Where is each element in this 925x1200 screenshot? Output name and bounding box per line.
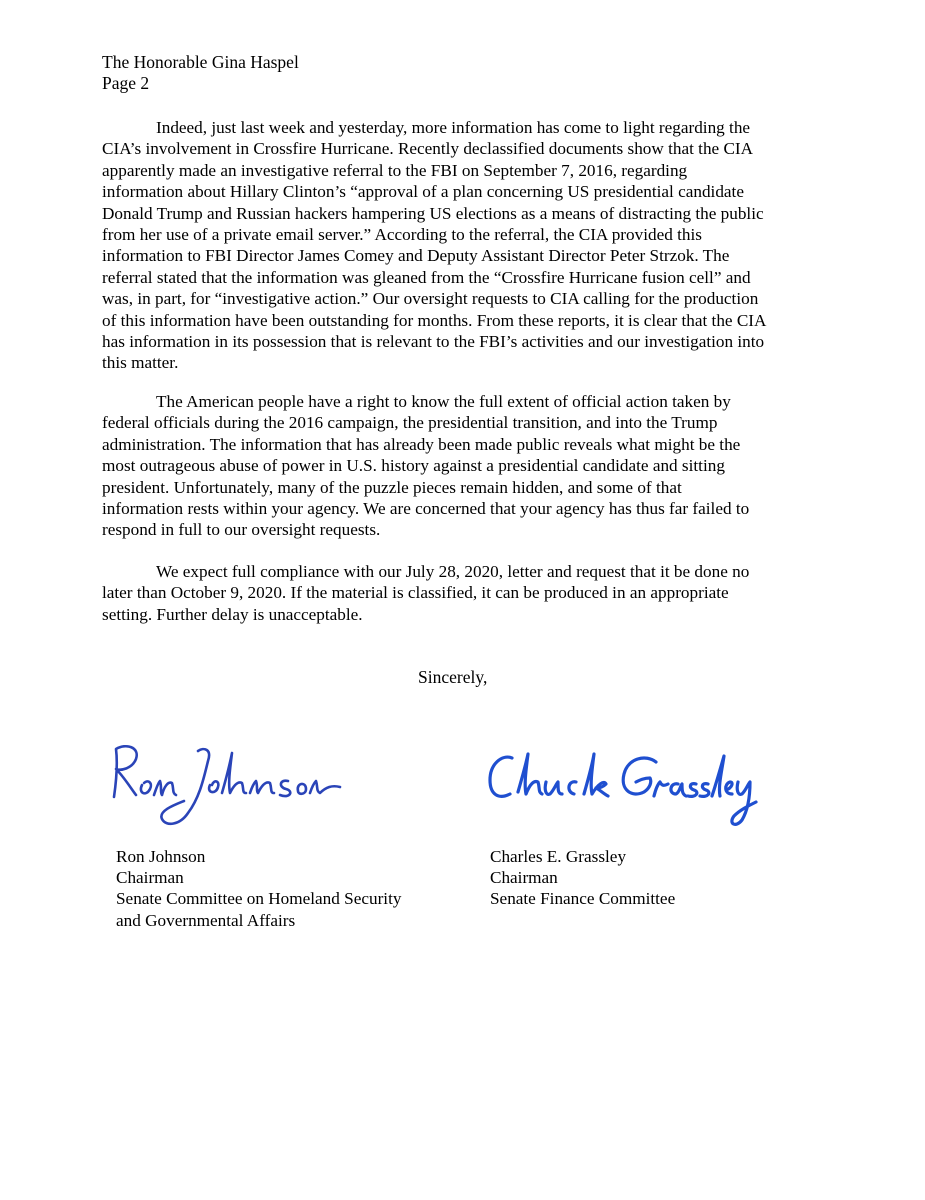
text-line: apparently made an investigative referral to the FBI on September 7, 2016, regarding — [102, 160, 688, 180]
text-line: Donald Trump and Russian hackers hampering US elections as a means of distracting the public — [102, 203, 764, 223]
text-line: was, in part, for “investigative action.” Our oversight requests to CIA calling for the production — [102, 289, 759, 309]
signatory-committee-line: and Governmental Affairs — [116, 910, 296, 930]
signatory-committee-line: Senate Finance Committee — [490, 889, 676, 909]
handwritten-signature-icon — [480, 740, 765, 835]
text-line: setting. Further delay is unacceptable. — [102, 604, 363, 624]
text-line: has information in its possession that is relevant to the FBI’s activities and our investigation into — [102, 331, 765, 351]
closing-salutation: Sincerely, — [418, 667, 488, 687]
text-line: information to FBI Director James Comey and Deputy Assistant Director Peter Strzok. The — [102, 246, 730, 266]
text-line: Indeed, just last week and yesterday, more information has come to light regarding the — [156, 118, 751, 137]
text-line: referral stated that the information was gleaned from the “Crossfire Hurricane fusion cell” and — [102, 267, 751, 287]
signatory-name: Charles E. Grassley — [490, 847, 627, 866]
paragraph-1 — [102, 117, 766, 374]
text-line: CIA’s involvement in Crossfire Hurricane. Recently declassified documents show that the CIA — [102, 139, 754, 159]
text-line: respond in full to our oversight requests. — [102, 520, 381, 540]
text-line: of this information have been outstanding for months. From these reports, it is clear that the CIA — [102, 310, 767, 330]
handwritten-signature-icon — [100, 735, 345, 835]
text-line: president. Unfortunately, many of the puzzle pieces remain hidden, and some of that — [102, 477, 682, 497]
signature-ron-johnson — [100, 735, 345, 835]
text-line: federal officials during the 2016 campaign, the presidential transition, and into the Trump — [102, 413, 718, 433]
letter-header — [102, 52, 299, 94]
signatory-block-1 — [116, 846, 401, 931]
paragraph-3 — [102, 561, 749, 625]
text-line: most outrageous abuse of power in U.S. history against a presidential candidate and sitting — [102, 456, 725, 476]
page-number: Page 2 — [102, 73, 150, 93]
signatory-title: Chairman — [490, 868, 558, 888]
text-line: administration. The information that has already been made public reveals what might be the — [102, 434, 741, 454]
recipient-line: The Honorable Gina Haspel — [102, 52, 299, 72]
signatory-block-2 — [490, 846, 675, 910]
text-line: information rests within your agency. We are concerned that your agency has thus far failed to — [102, 498, 750, 518]
signatory-name: Ron Johnson — [116, 847, 206, 866]
text-line: from her use of a private email server.” According to the referral, the CIA provided this — [102, 224, 702, 244]
text-line: later than October 9, 2020. If the material is classified, it can be produced in an appropriate — [102, 583, 729, 603]
paragraph-2 — [102, 391, 749, 541]
signature-chuck-grassley — [480, 740, 765, 835]
text-line: information about Hillary Clinton’s “approval of a plan concerning US presidential candidate — [102, 182, 744, 202]
signatory-committee-line: Senate Committee on Homeland Security — [116, 889, 402, 909]
text-line: this matter. — [102, 353, 179, 373]
text-line: The American people have a right to know the full extent of official action taken by — [156, 392, 731, 411]
text-line: We expect full compliance with our July 28, 2020, letter and request that it be done no — [156, 562, 750, 581]
signatory-title: Chairman — [116, 868, 184, 888]
